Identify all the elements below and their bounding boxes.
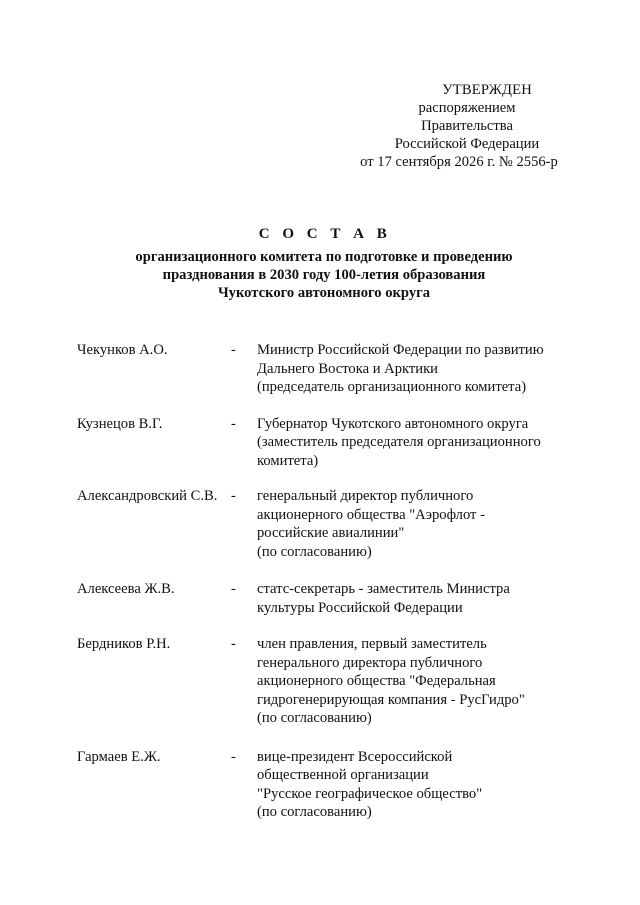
approval-stamp — [300, 81, 560, 171]
document-heading — [0, 224, 640, 302]
member-entry — [77, 341, 577, 397]
member-role-line: российские авиалинии" — [257, 525, 405, 541]
member-entry — [77, 487, 577, 561]
member-dash: - — [231, 342, 236, 358]
heading-subtitle-line: Чукотского автономного округа — [217, 285, 431, 301]
member-entry — [77, 748, 577, 822]
member-role — [257, 748, 577, 822]
member-role-line: член правления, первый заместитель — [257, 636, 487, 652]
member-role-line: общественной организации — [257, 767, 429, 783]
approval-line: от 17 сентября 2026 г. № 2556-р — [360, 154, 558, 170]
member-role-line: (заместитель председателя организационного — [257, 434, 541, 450]
heading-subtitle-line: организационного комитета по подготовке и проведению — [135, 249, 513, 265]
heading-subtitle-line: празднования в 2030 году 100-летия образования — [162, 267, 486, 283]
member-role-line: акционерного общества "Федеральная — [257, 673, 496, 689]
member-role-line: генерального директора публичного — [257, 654, 483, 671]
member-list — [77, 341, 577, 822]
member-name: Алексеева Ж.В. — [77, 581, 175, 597]
member-role — [257, 341, 577, 397]
heading-subtitle — [0, 248, 640, 302]
member-role-line: статс-секретарь - заместитель Министра — [257, 581, 510, 597]
member-role-line: (по согласованию) — [257, 710, 372, 726]
member-role-line: (председатель организационного комитета) — [257, 379, 527, 395]
member-role-line: вице-президент Всероссийской — [257, 748, 453, 765]
member-role — [257, 415, 577, 471]
member-name: Бердников Р.Н. — [77, 636, 171, 652]
member-role-line: (по согласованию) — [257, 804, 372, 820]
member-role-line: комитета) — [257, 452, 319, 469]
approval-line: распоряжением Правительства — [418, 100, 516, 134]
member-role-line: Дальнего Востока и Арктики — [257, 360, 438, 377]
member-role-line: Министр Российской Федерации по развитию — [257, 342, 544, 358]
member-entry — [77, 415, 577, 471]
member-entry — [77, 635, 577, 728]
approval-line: Российской Федерации — [394, 136, 540, 152]
member-role-line: Губернатор Чукотского автономного округа — [257, 415, 529, 432]
member-role-line: (по согласованию) — [257, 543, 372, 560]
member-role — [257, 580, 577, 617]
member-dash: - — [231, 748, 236, 765]
member-role-line: гидрогенерирующая компания - РусГидро" — [257, 691, 525, 708]
member-role-line: культуры Российской Федерации — [257, 599, 463, 616]
member-role-line: генеральный директор публичного — [257, 488, 474, 504]
member-role — [257, 635, 577, 728]
approval-title: УТВЕРЖДЕН — [442, 82, 532, 98]
member-role — [257, 487, 577, 561]
member-name: Александровский С.В. — [77, 488, 218, 504]
member-dash: - — [231, 488, 236, 504]
member-role-line: "Русское географическое общество" — [257, 785, 483, 802]
member-role-line: акционерного общества "Аэрофлот - — [257, 506, 485, 523]
member-entry — [77, 580, 577, 617]
member-dash: - — [231, 415, 236, 432]
member-name: Чекунков А.О. — [77, 342, 168, 358]
member-dash: - — [231, 581, 236, 597]
member-name: Кузнецов В.Г. — [77, 415, 163, 432]
member-name: Гармаев Е.Ж. — [77, 748, 161, 765]
heading-title: С О С Т А В — [258, 226, 392, 242]
member-dash: - — [231, 636, 236, 652]
